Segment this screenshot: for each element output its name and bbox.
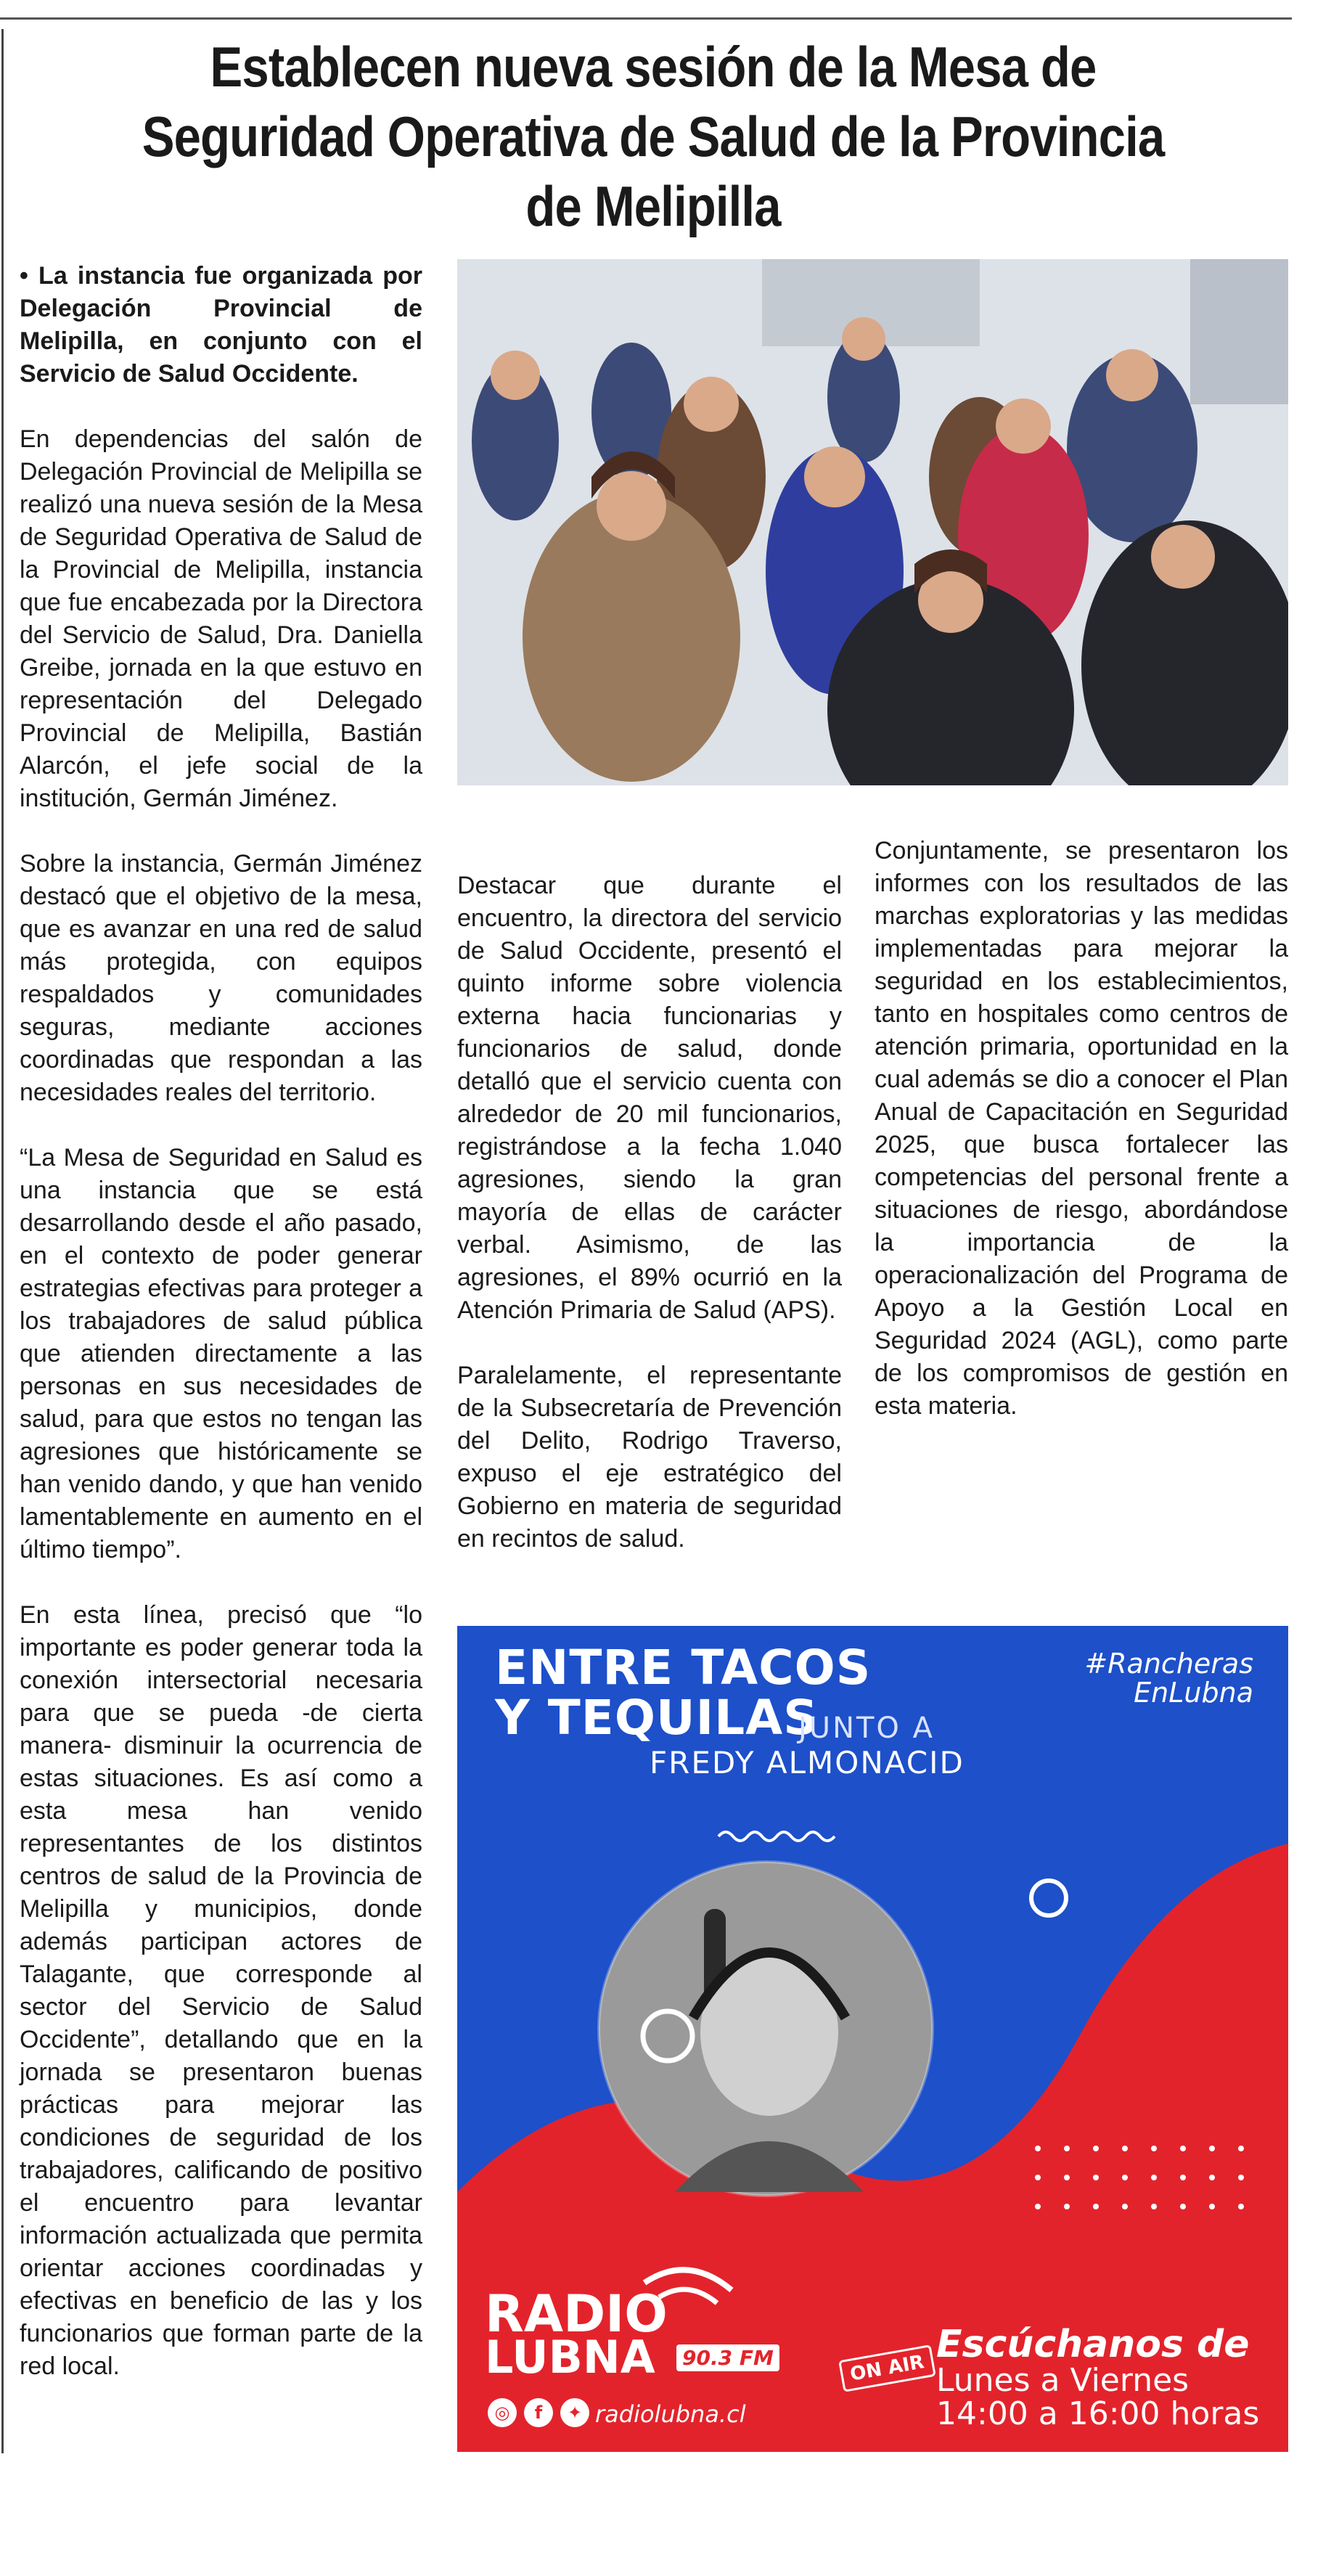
paragraph: Sobre la instancia, Germán Jiménez destacó que el objetivo de la mesa, que es avanzar en una red de salud más protegida, con equipos respaldados y comunidades seguras, mediante acciones coordinadas que respondan a las necesidades reales del territorio. — [20, 850, 422, 1106]
paragraph: Destacar que durante el encuentro, la directora del servicio de Salud Occidente, presentó el quinto informe sobre violencia externa hacia funcionarias y funcionarios de salud, donde detalló que el servicio cuenta con alrededor de 20 mil funcionarios, registrándose a la fecha 1.040 agresiones, siendo la gran mayoría de ellas de carácter verbal. Asimismo, de las agresiones, el 89% ocurrió en la Atención Primaria de Salud (APS). — [457, 872, 842, 1324]
meeting-photo-illustration — [457, 259, 1288, 785]
column-3 — [875, 835, 1288, 1455]
ad-hours: 14:00 a 16:00 horas — [936, 2395, 1260, 2432]
paragraph: En dependencias del salón de Delegación Provincial de Melipilla se realizó una nueva sesión de la Mesa de Seguridad Operativa de Salud de la Provincial de Melipilla, instancia que fue encabezada por la Directora del Servicio de Salud, Dra. Daniella Greibe, jornada en la que estuvo en representación del Delegado Provincial de Melipilla, Bastián Alarcón, el jefe social de la institución, Germán Jiménez. — [20, 425, 422, 812]
ad-junto: JUNTO A — [798, 1712, 935, 1745]
ad-hashtag-1: #Rancheras — [1084, 1648, 1253, 1680]
brand-lubna: LUBNA — [485, 2331, 655, 2384]
article-lead: • La instancia fue organizada por Delegación Provincial de Melipilla, en conjunto con el Servicio de Salud Occidente. — [20, 262, 422, 388]
paragraph: En esta línea, precisó que “lo importante es poder generar toda la conexión intersectorial necesaria para que se pueda -de cierta manera- disminuir la ocurrencia de estas situaciones. Es así como a esta mesa han venido representantes de los distintos centros de salud de la Provincia de Melipilla y municipios, donde además participan actores de Talagante, que corresponde al sector del Servicio de Salud Occidente”, detallando que en la jornada se presentaron buenas prácticas para mejorar las condiciones de seguridad de los trabajadores, calificando de positivo el encuentro para levantar información actualizada que permita orientar acciones coordinadas y efectivas en beneficio de las y los funcionarios que forman parte de la red local. — [20, 1601, 422, 2380]
article-title: Establecen nueva sesión de la Mesa de Seguridad Operativa de Salud de la Provincia de Melipilla — [142, 35, 1165, 238]
paragraph: “La Mesa de Seguridad en Salud es una instancia que se está desarrollando desde el año pasado, en el contexto de poder generar estrategias efectivas para proteger a los trabajadores de salud pública que atienden directamente a las personas en sus necesidades de salud, para que estos no tengan las agresiones que históricamente se han venido dando, y que han venido lamentablemente en aumento en el último tiempo”. — [20, 1144, 422, 1563]
column-2 — [457, 870, 842, 1588]
twitter-icon: ✦ — [560, 2398, 589, 2427]
ad-title-line-2: Y TEQUILAS — [495, 1690, 819, 1746]
frequency-badge: 90.3 FM — [676, 2344, 779, 2371]
paragraph: Conjuntamente, se presentaron los informes con los resultados de las marchas exploratorias y las medidas implementadas para mejorar la seguridad en los establecimientos, tanto en hospitales como centros de atención primaria, oportunidad en la cual además se dio a conocer el Plan Anual de Capacitación en Seguridad 2025, que busca fortalecer las competencias del personal frente a situaciones de riesgo, abordándose la importancia de la operacionalización del Programa de Apoyo a la Gestión Local en Seguridad 2024 (AGL), como parte de los compromisos de gestión en esta materia. — [875, 837, 1288, 1420]
ad-title-line-1: ENTRE TACOS — [495, 1640, 872, 1696]
radio-advertisement — [457, 1626, 1288, 2452]
ad-cta: Escúchanos de — [936, 2323, 1250, 2366]
left-rule — [1, 29, 4, 2453]
ad-days: Lunes a Viernes — [936, 2362, 1189, 2399]
column-1 — [20, 260, 422, 2416]
on-air-badge: ON AIR — [838, 2344, 935, 2392]
brand-radio: RADIO — [485, 2284, 668, 2344]
top-rule — [0, 17, 1292, 20]
meeting-photo — [457, 259, 1288, 785]
instagram-icon: ◎ — [488, 2398, 517, 2427]
ad-website: radiolubna.cl — [595, 2400, 746, 2428]
ad-host-name: FREDY ALMONACID — [650, 1745, 965, 1780]
facebook-icon: f — [524, 2398, 553, 2427]
paragraph: Paralelamente, el representante de la Subsecretaría de Prevención del Delito, Rodrigo Traverso, expuso el eje estratégico del Gobierno en materia de seguridad en recintos de salud. — [457, 1362, 842, 1553]
ad-hashtag-2: EnLubna — [1134, 1677, 1253, 1709]
